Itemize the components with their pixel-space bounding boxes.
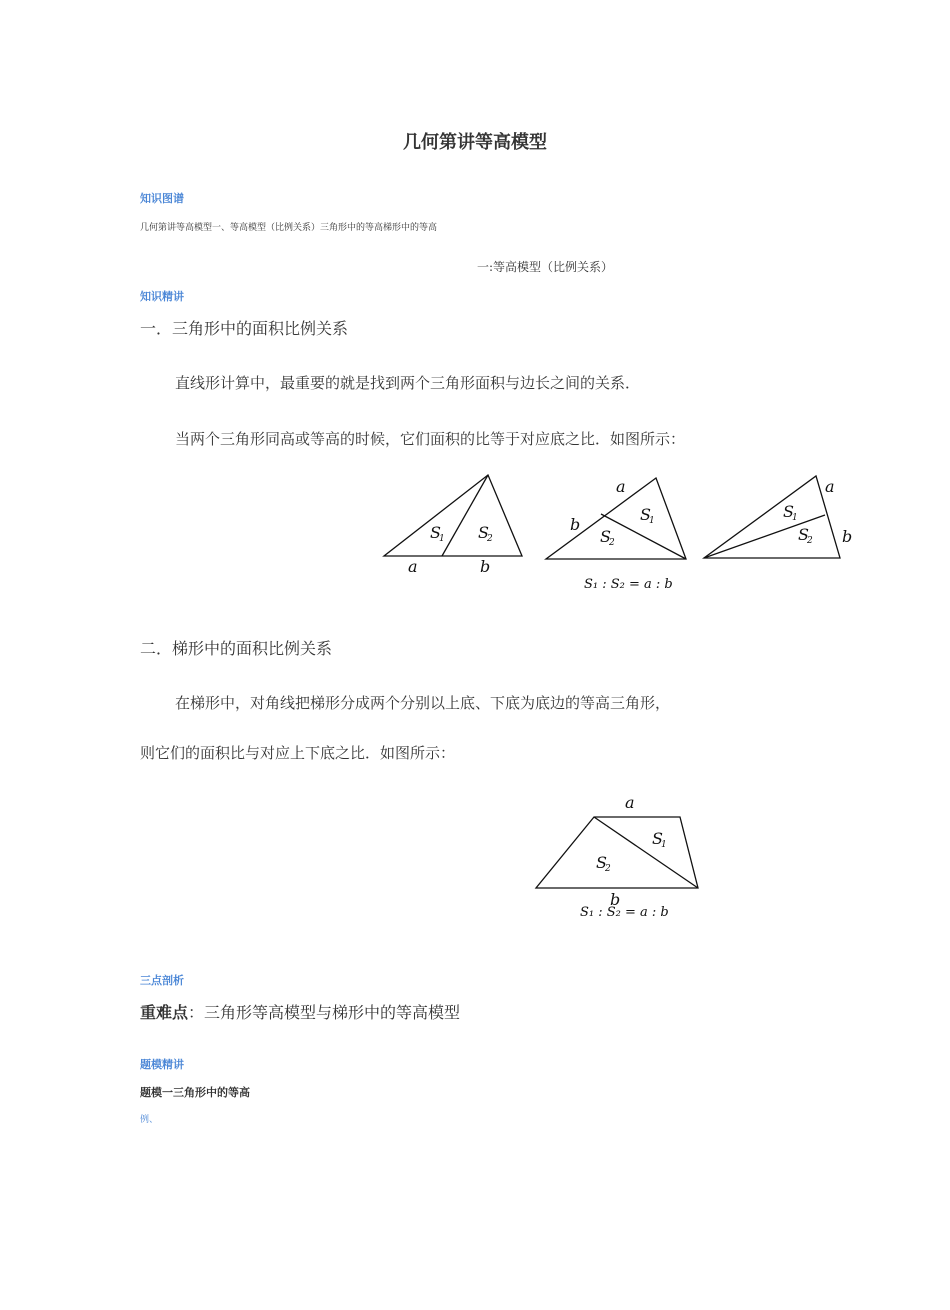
label-b: b xyxy=(570,515,581,534)
trapezoid-diagram xyxy=(536,817,698,888)
label-sub: 2 xyxy=(609,538,615,548)
part2-heading: 二．梯形中的面积比例关系 xyxy=(140,639,333,658)
label-b: b xyxy=(480,557,491,576)
label-b: b xyxy=(842,527,853,546)
label-a: a xyxy=(408,557,418,576)
ratio-formula: S₁ : S₂ = a : b xyxy=(584,577,673,592)
label-s: S xyxy=(430,523,441,542)
label-sub: 2 xyxy=(807,536,813,546)
triangle-diagram-3 xyxy=(704,476,840,558)
label-sub: 1 xyxy=(439,534,445,544)
label-b: b xyxy=(610,890,621,909)
section-knowledge-map: 知识图谱 xyxy=(140,192,184,205)
trapezoid-ratio-figure xyxy=(530,792,710,922)
label-sub: 1 xyxy=(649,516,655,526)
part1-heading: 一．三角形中的面积比例关系 xyxy=(140,319,349,338)
label-sub: 1 xyxy=(661,840,667,850)
label-a: a xyxy=(625,793,635,812)
part1-paragraph-2: 当两个三角形同高或等高的时候，它们面积的比等于对应底之比．如图所示： xyxy=(175,430,686,448)
center-subtitle: 一:等高模型（比例关系） xyxy=(476,260,614,274)
label-s: S xyxy=(600,527,611,546)
label-s: S xyxy=(783,502,794,521)
label-a: a xyxy=(616,477,626,496)
ratio-formula: S₁ : S₂ = a : b xyxy=(580,905,669,920)
key-point-label: 重难点 xyxy=(140,1003,189,1022)
label-sub: 2 xyxy=(487,534,493,544)
triangle-diagram-1 xyxy=(384,475,522,556)
part2-paragraph-2: 则它们的面积比与对应上下底之比．如图所示： xyxy=(140,744,456,762)
label-s: S xyxy=(798,525,809,544)
key-point-line xyxy=(140,1000,460,1023)
page-title: 几何第讲等高模型 xyxy=(403,132,547,153)
label-sub: 2 xyxy=(605,864,611,874)
section-model-detail: 题模精讲 xyxy=(140,1058,184,1071)
model-1-title: 题模一三角形中的等高 xyxy=(140,1086,250,1099)
label-s: S xyxy=(640,505,651,524)
part2-paragraph-1: 在梯形中，对角线把梯形分成两个分别以上底、下底为底边的等高三角形， xyxy=(175,694,671,712)
part1-paragraph-1: 直线形计算中，最重要的就是找到两个三角形面积与边长之间的关系． xyxy=(175,374,641,392)
key-point-separator: ： xyxy=(188,1003,205,1022)
section-knowledge-detail: 知识精讲 xyxy=(140,290,184,303)
outline-line: 几何第讲等高模型一、等高模型（比例关系）三角形中的等高梯形中的等高 xyxy=(140,223,438,233)
label-a: a xyxy=(825,477,835,496)
key-point-text: 三角形等高模型与梯形中的等高模型 xyxy=(204,1003,461,1022)
example-label: 例、 xyxy=(140,1115,159,1125)
triangle-ratio-figure xyxy=(380,470,860,600)
section-three-points: 三点剖析 xyxy=(140,974,184,987)
label-s: S xyxy=(596,853,607,872)
label-s: S xyxy=(652,829,663,848)
label-s: S xyxy=(478,523,489,542)
label-sub: 1 xyxy=(792,513,798,523)
